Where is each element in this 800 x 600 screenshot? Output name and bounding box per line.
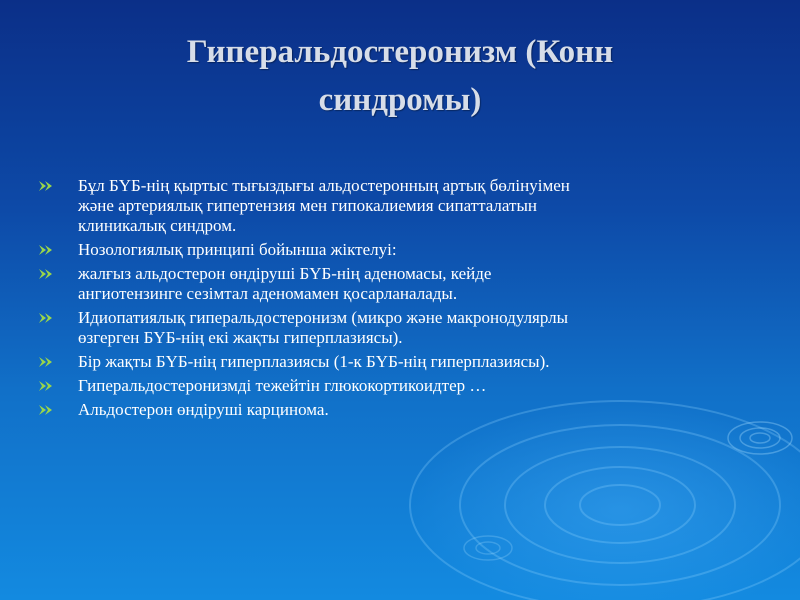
bullet-text: Альдостерон өндіруші карцинома.: [78, 400, 329, 419]
arrow-bullet-icon: [38, 311, 54, 325]
arrow-bullet-icon: [38, 403, 54, 417]
slide-title-line: синдромы): [318, 82, 482, 118]
bullet-text: Идиопатиялық гиперальдостеронизм (микро және макронодулярлы: [78, 308, 569, 327]
bullet-item: [38, 352, 738, 372]
bullet-text: Гиперальдостеронизмді тежейтін глюкокортикоидтер …: [78, 376, 487, 395]
bullet-item: [38, 264, 738, 304]
bullet-text: және артериялық гипертензия мен гипокалиемия сипатталатын: [78, 196, 537, 215]
bullet-item: [38, 376, 738, 396]
bullet-text: Бір жақты БҮБ-нің гиперплазиясы (1-к БҮБ-нің гиперплазиясы).: [78, 352, 550, 371]
bullet-text: клиникалық синдром.: [78, 216, 237, 235]
arrow-bullet-icon: [38, 355, 54, 369]
bullet-list: [38, 176, 738, 424]
bullet-item: [38, 308, 738, 348]
bullet-text: өзгерген БҮБ-нің екі жақты гиперплазиясы).: [78, 328, 403, 347]
bullet-item: [38, 176, 738, 236]
arrow-bullet-icon: [38, 267, 54, 281]
bullet-text: жалғыз альдостерон өндіруші БҮБ-нің аденомасы, кейде: [78, 264, 492, 283]
ripple-glow: [410, 400, 800, 600]
bullet-text: ангиотензинге сезімтал аденомамен қосарланалады.: [78, 284, 458, 303]
slide-title-line: Гиперальдостеронизм (Конн: [186, 34, 614, 70]
arrow-bullet-icon: [38, 379, 54, 393]
bullet-item: [38, 240, 738, 260]
slide-title: [100, 28, 700, 124]
arrow-bullet-icon: [38, 243, 54, 257]
bullet-text: Бұл БҮБ-нің қыртыс тығыздығы альдостеронның артық бөлінуімен: [78, 176, 570, 195]
bullet-item: [38, 400, 738, 420]
arrow-bullet-icon: [38, 179, 54, 193]
bullet-text: Нозологиялық принципі бойынша жіктелуі:: [78, 240, 397, 259]
